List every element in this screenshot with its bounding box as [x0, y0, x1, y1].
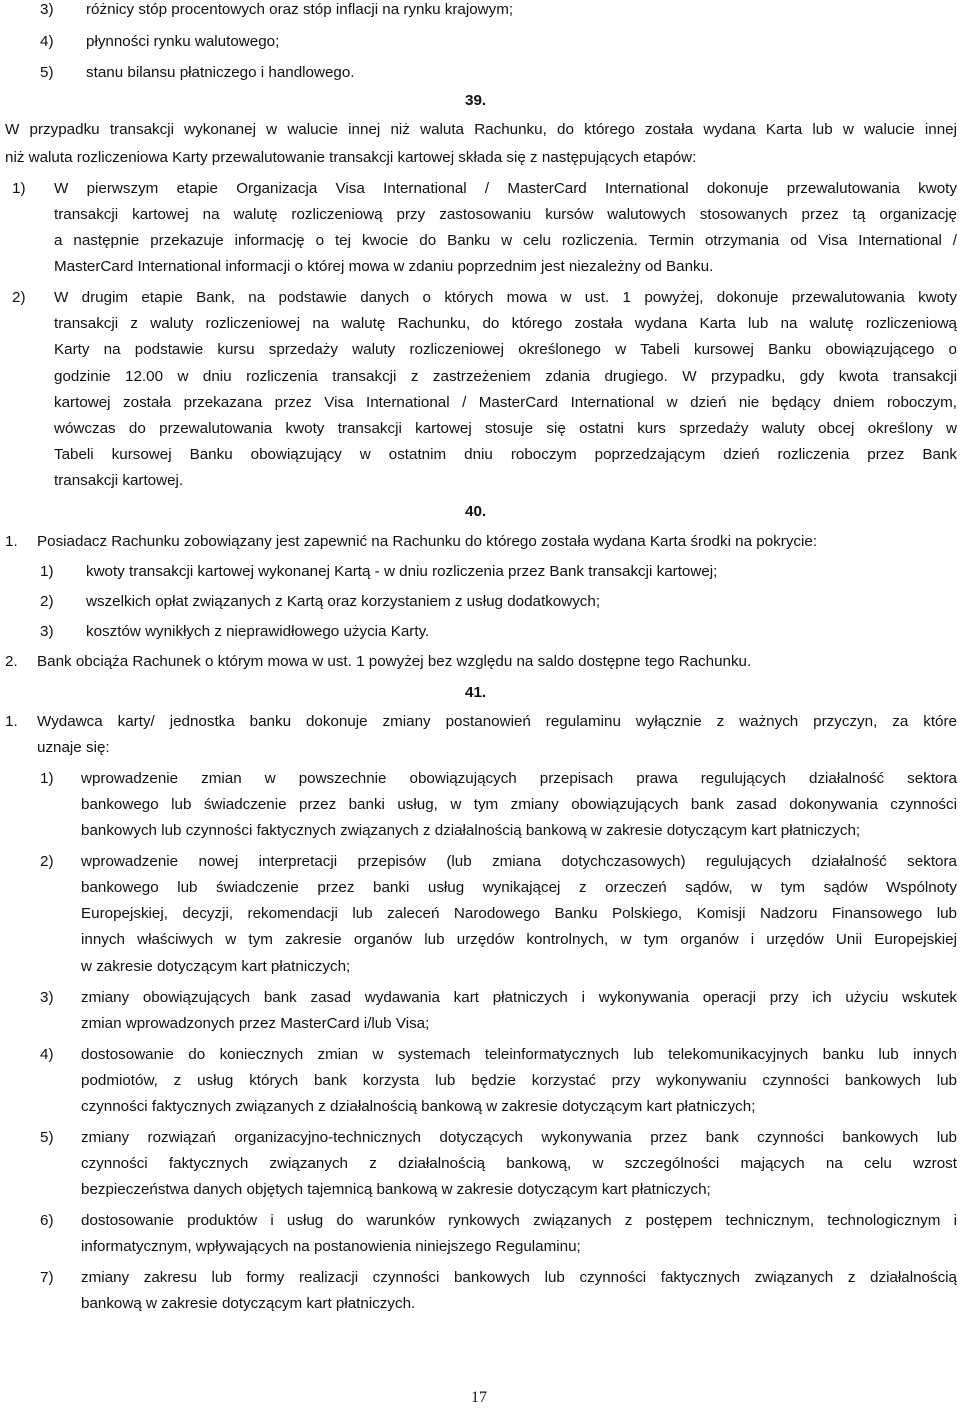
list-item-text: różnicy stóp procentowych oraz stóp inflacji na rynku krajowym;	[86, 1, 514, 18]
paragraph-line: bankowego lub świadczenie przez banki usług, w tym zmiany obowiązujących bank zasad dokonywania czynności	[81, 796, 957, 813]
paragraph-line: bezpieczeństwa danych objętych tajemnicą bankową w zakresie dotyczącym kart płatniczych;	[81, 1181, 711, 1198]
list-item-text: wszelkich opłat związanych z Kartą oraz korzystaniem z usług dodatkowych;	[86, 593, 601, 610]
paragraph-line: transakcji kartowej na walutę rozliczeniową przy zastosowaniu kursów walutowych stosowanych przez tą organizację	[54, 206, 957, 223]
list-item-text: stanu bilansu płatniczego i handlowego.	[86, 64, 355, 81]
paragraph-line: Tabeli kursowej Banku obowiązujący w ostatnim dniu roboczym poprzedzającym dzień rozliczenia przez Bank	[54, 446, 957, 463]
list-item-number: 1)	[12, 180, 26, 197]
paragraph-line: niż waluta rozliczeniowa Karty przewalutowanie transakcji kartowej składa się z następujących etapów:	[5, 149, 697, 166]
paragraph-line: zmiany rozwiązań organizacyjno-technicznych dotyczących wykonywania przez bank czynności bankowych lub	[81, 1129, 957, 1146]
paragraph-line: transakcji kartowej.	[54, 472, 184, 489]
list-item-text: kosztów wynikłych z nieprawidłowego użycia Karty.	[86, 623, 430, 640]
list-item-number: 5)	[40, 1129, 54, 1146]
list-item-text: kwoty transakcji kartowej wykonanej Kartą - w dniu rozliczenia przez Bank transakcji kartowej;	[86, 563, 718, 580]
list-item-text: płynności rynku walutowego;	[86, 33, 280, 50]
paragraph-line: Wydawca karty/ jednostka banku dokonuje zmiany postanowień regulaminu wyłącznie z ważnych przyczyn, za które	[37, 713, 957, 730]
paragraph-line: MasterCard International informacji o której mowa w zdaniu poprzednim jest niezależny od Banku.	[54, 258, 714, 275]
list-item-number: 3)	[40, 989, 54, 1006]
paragraph-line: wówczas do przewalutowania kwoty transakcji kartowej stosuje się ostatni kurs sprzedaży waluty obcej określony w	[54, 420, 957, 437]
paragraph-line: uznaje się:	[37, 739, 110, 756]
paragraph-line: w zakresie dotyczącym kart płatniczych;	[81, 958, 351, 975]
list-item-number: 2)	[40, 853, 54, 870]
list-item-number: 1)	[40, 770, 54, 787]
list-item-number: 7)	[40, 1269, 54, 1286]
paragraph-line: W pierwszym etapie Organizacja Visa International / MasterCard International dokonuje przewalutowania kwoty	[54, 180, 957, 197]
paragraph-line: dostosowanie produktów i usług do warunków rynkowych związanych z postępem technicznym, technologicznym i	[81, 1212, 957, 1229]
paragraph-line: kartowej została przekazana przez Visa International / MasterCard International w dzień nie będący dniem roboczym,	[54, 394, 957, 411]
section-heading-40: 40.	[465, 503, 487, 520]
list-item-number: 5)	[40, 64, 54, 81]
paragraph-line: czynności faktycznych związanych z działalnością bankową, w szczególności mających na celu wzrost	[81, 1155, 957, 1172]
paragraph-line: Karty na podstawie kursu sprzedaży waluty rozliczeniowej określonego w Tabeli kursowej Banku obowiązującego o	[54, 341, 957, 358]
paragraph-line: czynności faktycznych związanych z działalnością bankową w zakresie dotyczącym kart płatniczych;	[81, 1098, 756, 1115]
page-number: 17	[471, 1389, 487, 1406]
list-item-number: 2)	[12, 289, 26, 306]
list-item-number: 6)	[40, 1212, 54, 1229]
paragraph-line: wprowadzenie zmian w powszechnie obowiązujących przepisach prawa regulujących działalność sektora	[81, 770, 957, 787]
list-item-number: 4)	[40, 1046, 54, 1063]
paragraph-line: Bank obciąża Rachunek o którym mowa w ust. 1 powyżej bez względu na saldo dostępne tego Rachunku.	[37, 653, 752, 670]
paragraph-line: a następnie przekazuje informację o tej kwocie do Banku w celu rozliczenia. Termin otrzymania od Visa International /	[54, 232, 957, 249]
list-item-number: 1)	[40, 563, 54, 580]
paragraph-line: W drugim etapie Bank, na podstawie danych o których mowa w ust. 1 powyżej, dokonuje przewalutowania kwoty	[54, 289, 957, 306]
paragraph-line: bankowego lub świadczenie przez banki usług wynikającej z orzeczeń sądów, w tym sądów Wspólnoty	[81, 879, 957, 896]
paragraph-line: bankową w zakresie dotyczącym kart płatniczych.	[81, 1295, 416, 1312]
paragraph-line: godzinie 12.00 w dniu rozliczenia transakcji z zastrzeżeniem zdania drugiego. W przypadku, gdy kwota transakcji	[54, 368, 957, 385]
section-heading-39: 39.	[465, 92, 487, 109]
paragraph-line: innych właściwych w tym zakresie organów lub urzędów kontrolnych, w tym organów i urzędów Unii Europejskiej	[81, 931, 957, 948]
paragraph-line: Posiadacz Rachunku zobowiązany jest zapewnić na Rachunku do którego została wydana Karta środki na pokrycie:	[37, 533, 818, 550]
list-item-number: 2)	[40, 593, 54, 610]
list-item-number: 3)	[40, 623, 54, 640]
list-item-number: 3)	[40, 1, 54, 18]
section-heading-41: 41.	[465, 684, 487, 701]
paragraph-number: 2.	[5, 653, 18, 670]
paragraph-line: zmiany obowiązujących bank zasad wydawania kart płatniczych i wykonywania operacji przy ich użyciu wskutek	[81, 989, 957, 1006]
paragraph-number: 1.	[5, 713, 18, 730]
paragraph-number: 1.	[5, 533, 18, 550]
paragraph-line: dostosowanie do koniecznych zmian w systemach teleinformatycznych lub telekomunikacyjnych banku lub innych	[81, 1046, 957, 1063]
paragraph-line: W przypadku transakcji wykonanej w walucie innej niż waluta Rachunku, do którego została wydana Karta lub w walucie innej	[5, 121, 957, 138]
paragraph-line: informatycznym, wpływających na postanowienia niniejszego Regulaminu;	[81, 1238, 581, 1255]
paragraph-line: wprowadzenie nowej interpretacji przepisów (lub zmiana dotychczasowych) regulujących działalność sektora	[81, 853, 957, 870]
paragraph-line: Europejskiej, decyzji, rekomendacji lub zaleceń Narodowego Banku Polskiego, Komisji Nadzoru Finansowego lub	[81, 905, 957, 922]
paragraph-line: zmiany zakresu lub formy realizacji czynności bankowych lub czynności faktycznych związanych z działalnością	[81, 1269, 957, 1286]
list-item-number: 4)	[40, 33, 54, 50]
paragraph-line: zmian wprowadzonych przez MasterCard i/lub Visa;	[81, 1015, 430, 1032]
paragraph-line: transakcji z waluty rozliczeniowej na walutę Rachunku, do którego została wydana Karta lub na walutę rozliczeniową	[54, 315, 957, 332]
paragraph-line: podmiotów, z usług których bank korzysta lub będzie korzystać przy wykonywaniu czynności bankowych lub	[81, 1072, 957, 1089]
paragraph-line: bankowych lub czynności faktycznych związanych z działalnością bankową w zakresie dotyczącym kart płatniczych;	[81, 822, 861, 839]
